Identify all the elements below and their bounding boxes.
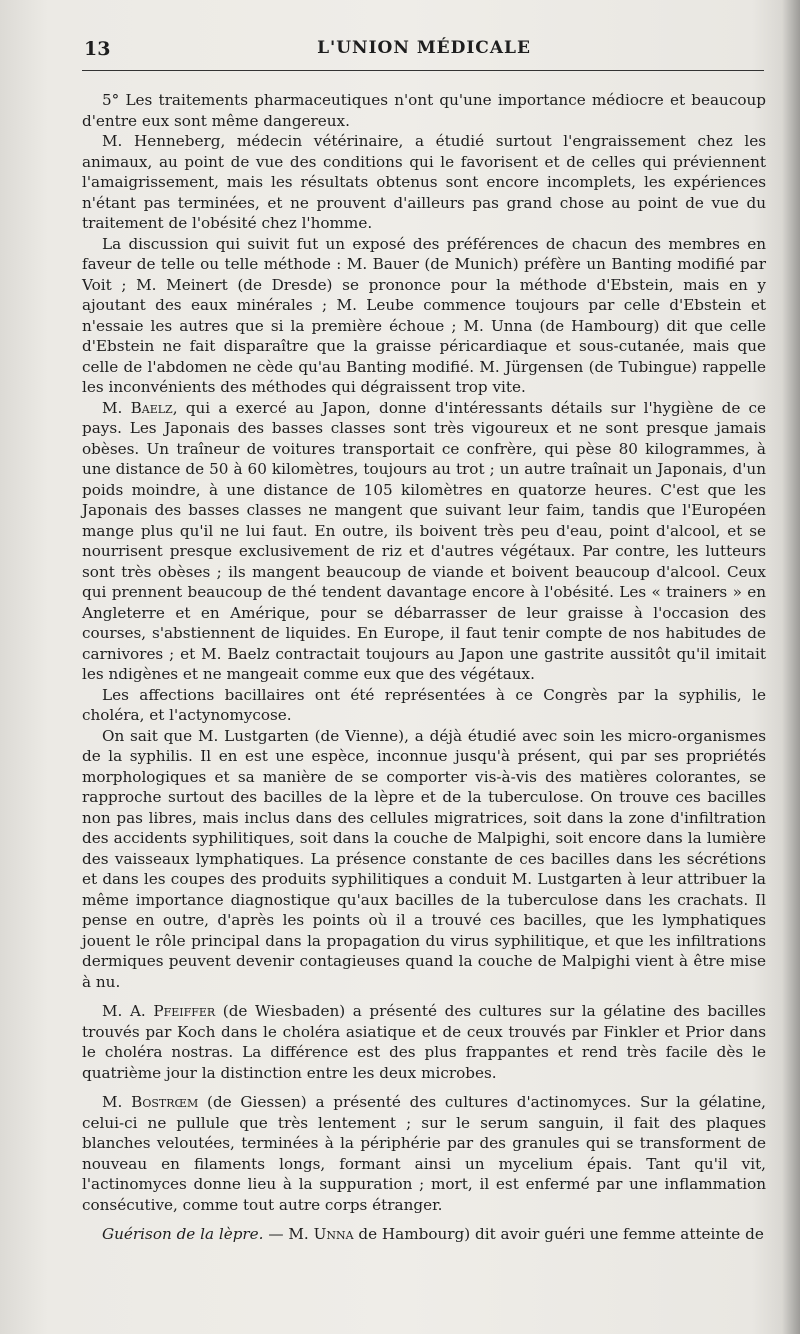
baelz-name: Baelz,: [130, 398, 178, 417]
pfeiffer-prefix: M. A.: [102, 1002, 146, 1020]
baelz-text: qui a exercé au Japon, donne d'intéressants détails sur l'hygiène de ce pays. Les Japonais des basses classes sont très vigoureux et ne sont presque jamais obèses. Un traîneur de voitures transportait ce confrère, qui pèse 80 kilogrammes, à une distance de 50 à 60 kilomètres, toujours au trot ; un autre traînait un Japonais, d'un poids moindre, à une distance de 105 kilomètres en quatorze heures. C'est que les Japonais des basses classes ne mangent que suivant leur faim, tandis que l'Européen mange plus qu'il ne lui faut. En outre, ils boivent très peu d'eau, point d'alcool, et se nourrisent presque exclusivement de riz et d'autres végétaux. Par contre, les lutteurs sont très obèses ; ils mangent beaucoup de viande et boivent beaucoup d'alcool. Ceux qui prennent beaucoup de thé tendent davantage encore à l'obésité. Les « trainers » en Angleterre et en Amérique, pour se débarrasser de leur graisse à l'occasion des courses, s'abstiennent de liquides. En Europe, il faut tenir compte de nos habitudes de carnivores ; et M. Baelz contractait toujours au Japon une gastrite aussitôt qu'il imitait les ndigènes et ne mangeait comme eux que des végétaux.: [82, 398, 767, 683]
bostroem-name: Bostrœm: [131, 1093, 199, 1111]
page-header: [84, 38, 764, 64]
paragraph-traitements: 5° Les traitements pharmaceutiques n'ont qu'une importance médiocre et beaucoup d'entre eux sont même dangereux.: [82, 91, 766, 130]
paragraph-henneberg: M. Henneberg, médecin vétérinaire, a étudié surtout l'engraissement chez les animaux, au point de vue des conditions qui le favorisent et de celles qui préviennent l'amaigrissement, mais les résultats obtenus sont encore incomplets, les expériences n'étant pas terminées, et ne prouvent d'ailleurs pas grand chose au point de vue du traitement de l'obésité chez l'homme.: [82, 132, 766, 232]
paragraph-baelz: [82, 398, 766, 685]
baelz-prefix: M.: [102, 398, 123, 417]
paragraph-affections: Les affections bacillaires ont été représentées à ce Congrès par la syphilis, le choléra, et l'actynomycose.: [82, 685, 766, 724]
paragraph-lepre: [82, 1224, 766, 1245]
paragraph-bostroem: [82, 1092, 766, 1215]
paragraph-lustgarten: On sait que M. Lustgarten (de Vienne), a déjà étudié avec soin les micro-organismes de la syphilis. Il en est une espèce, inconnue jusqu'à présent, qui par ses propriétés morphologiques et sa manière de se comporter vis-à-vis des matières colorantes, se rapproche surtout des bacilles de la lèpre et de la tuberculose. On trouve ces bacilles non pas libres, mais inclus dans des cellules migratrices, soit dans la zone d'infiltration des accidents syphilitiques, soit dans la couche de Malpighi, soit encore dans la lumière des vaisseaux lymphatiques. La présence constante de ces bacilles dans les sécrétions et dans les coupes des produits syphilitiques a conduit M. Lustgarten à leur attribuer la même importance diagnostique qu'aux bacilles de la tuberculose dans les crachats. Il pense en outre, d'après les points où il a trouvé ces bacilles, que les lymphatiques jouent le rôle principal dans la propagation du virus syphilitique, et que les infiltrations dermiques peuvent devenir contagieuses quand la couche de Malpighi vient à être mise à nu.: [82, 726, 766, 991]
article-body: [82, 90, 766, 1245]
page-edge-shadow: [782, 0, 800, 1334]
lepre-text: de Hambourg) dit avoir guéri une femme atteinte de: [358, 1225, 764, 1243]
lepre-dash: — M.: [263, 1225, 314, 1243]
paragraph-pfeiffer: [82, 1001, 766, 1083]
header-divider: [82, 70, 764, 71]
pfeiffer-name: Pfeiffer: [153, 1002, 216, 1020]
pfeiffer-text: (de Wiesbaden) a présenté des cultures sur la gélatine des bacilles trouvés par Koch dans le choléra asiatique et de ceux trouvés par Finkler et Prior dans le choléra nostras. La différence est des plus frappantes et rend très facile dès le quatrième jour la distinction entre les deux microbes.: [82, 1002, 766, 1082]
bostroem-prefix: M.: [102, 1093, 123, 1111]
paragraph-discussion: La discussion qui suivit fut un exposé des préférences de chacun des membres en faveur de telle ou telle méthode : M. Bauer (de Munich) préfère un Banting modifié par Voit ; M. Meinert (de Dresde) se prononce pour la méthode d'Ebstein, mais en y ajoutant des eaux minérales ; M. Leube commence toujours par celle d'Ebstein et n'essaie les autres que si la première échoue ; M. Unna (de Hambourg) dit que celle d'Ebstein ne fait disparaître que la graisse péricardiaque et sous-cutanée, mais que celle de l'abdomen ne cède qu'au Banting modifié. M. Jürgensen (de Tubingue) rappelle les inconvénients des méthodes qui dégraissent trop vite.: [82, 234, 766, 396]
lepre-section-title: Guérison de la lèpre.: [102, 1225, 264, 1243]
unna-name: Unna: [313, 1225, 354, 1243]
bostroem-text: (de Giessen) a présenté des cultures d'actinomyces. Sur la gélatine, celui-ci ne pullule que très lentement ; sur le serum sanguin, il fait des plaques blanches veloutées, terminées à la périphérie par des granules qui se transforment de nouveau en filaments longs, formant ainsi un mycelium épais. Tant qu'il vit, l'actinomyces donne lieu à la suppuration ; mort, il est enfermé par une inflammation consécutive, comme tout autre corps étranger.: [82, 1093, 767, 1214]
page-number: 13: [84, 38, 111, 60]
journal-title: L'UNION MÉDICALE: [317, 38, 531, 58]
